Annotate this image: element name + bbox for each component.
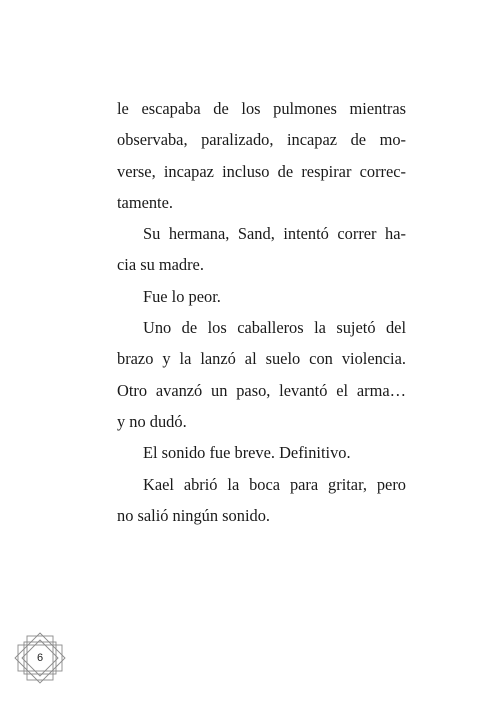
text-line: Uno de los caballeros la sujetó del <box>143 318 406 338</box>
text-line: no salió ningún sonido. <box>117 505 270 525</box>
text-line: brazo y la lanzó al suelo con violencia. <box>117 349 406 369</box>
body-text <box>117 93 406 531</box>
text-line: tamente. <box>117 192 173 212</box>
text-line: cia su madre. <box>117 255 204 275</box>
text-line: verse, incapaz incluso de respirar correc- <box>117 161 406 181</box>
text-line: El sonido fue breve. Definitivo. <box>143 443 351 463</box>
page-number: 6 <box>36 652 44 664</box>
text-line: Su hermana, Sand, intentó correr ha- <box>143 224 406 244</box>
text-line: observaba, paralizado, incapaz de mo- <box>117 130 406 150</box>
text-line: Fue lo peor. <box>143 286 221 306</box>
text-line: y no dudó. <box>117 411 187 431</box>
page-number-badge <box>14 632 66 684</box>
text-line: Otro avanzó un paso, levantó el arma… <box>117 380 406 400</box>
text-line: Kael abrió la boca para gritar, pero <box>143 474 406 494</box>
text-line: le escapaba de los pulmones mientras <box>117 99 406 118</box>
